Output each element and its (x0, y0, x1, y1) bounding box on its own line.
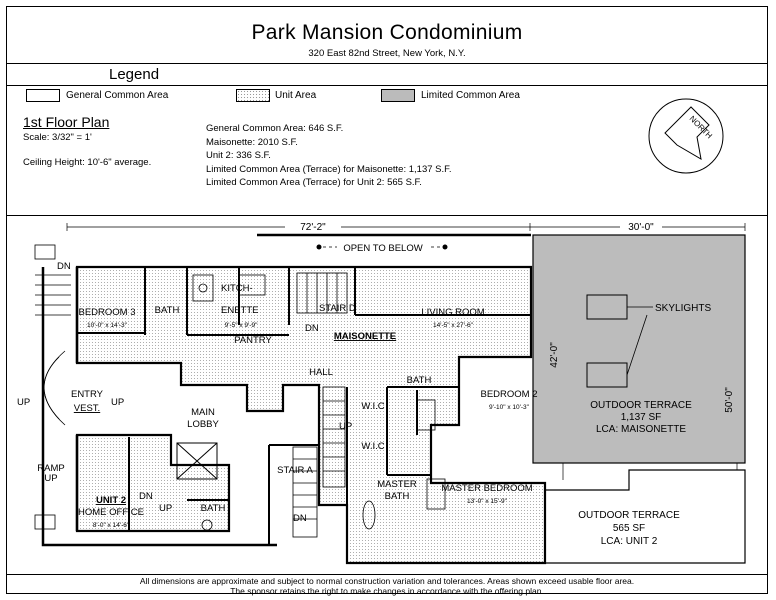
limited-common-label: Limited Common Area (421, 90, 520, 101)
north-arrow-icon (643, 93, 729, 179)
up-mark-unit2: UP (159, 503, 173, 514)
limited-common-swatch (381, 89, 415, 102)
room-kitchenette-dim: 9'-5" x 9'-9" (224, 322, 258, 329)
room-master-bedroom-dim: 13'-0" x 15'-9" (467, 498, 507, 505)
room-living: LIVING ROOM (421, 307, 485, 318)
legend-heading: Legend (109, 66, 160, 83)
room-kitchenette: KITCH- (221, 283, 253, 294)
legend-panel (7, 85, 767, 216)
unit2-label: UNIT 2 (95, 495, 127, 506)
floor-plan-drawing (7, 215, 767, 574)
up-mark-stair-a: UP (339, 421, 353, 432)
dim-42: 42'-0" (549, 342, 560, 368)
room-master-bedroom: MASTER BEDROOM (441, 483, 533, 494)
room-kitchenette-2: ENETTE (221, 305, 259, 316)
terrace-dimension: 30'-0" (628, 222, 654, 233)
room-home-office: HOME OFFICE (78, 507, 144, 518)
footer-disclaimer (7, 574, 767, 597)
room-pantry: PANTRY (234, 335, 272, 346)
terrace1-title: OUTDOOR TERRACE (590, 400, 692, 411)
room-bath2: BATH (406, 375, 432, 386)
room-master-bath-2: BATH (384, 491, 410, 502)
area-lca-unit2: Limited Common Area (Terrace) for Unit 2: 565 S.F. (206, 177, 422, 189)
room-bath1: BATH (154, 305, 180, 316)
area-maisonette: Maisonette: 2010 S.F. (206, 136, 298, 148)
north-label: NORTH (687, 114, 714, 141)
room-bedroom2: BEDROOM 2 (480, 389, 538, 400)
legend-heading-bar (7, 63, 767, 86)
width-dimension: 72'-2" (300, 222, 326, 233)
terrace2-title: OUTDOOR TERRACE (578, 510, 680, 521)
area-summary (206, 122, 452, 190)
entry-steps (35, 245, 71, 529)
room-wic1: W.I.C (361, 401, 385, 412)
area-lca-maisonette: Limited Common Area (Terrace) for Maisonette: 1,137 S.F. (206, 163, 452, 175)
skylights-label: SKYLIGHTS (655, 303, 712, 314)
room-bath3: BATH (200, 503, 226, 514)
room-living-dim: 14'-5" x 27'-6" (433, 322, 473, 329)
terrace2-lca: LCA: UNIT 2 (600, 536, 658, 547)
room-hall: HALL (309, 367, 333, 378)
footer-line-2: The sponsor retains the right to make changes in accordance with the offering plan. (230, 586, 544, 596)
ramp-up-label: UP (44, 473, 58, 484)
dn-mark-stair-d: DN (305, 323, 319, 334)
area-general: General Common Area: 646 S.F. (206, 123, 344, 134)
dn-mark-stair-a: DN (293, 513, 307, 524)
room-lobby: LOBBY (187, 419, 219, 430)
plan-scale: Scale: 3/32" = 1' (23, 132, 92, 143)
room-main: MAIN (191, 407, 215, 418)
dim-50: 50'-0" (724, 387, 735, 413)
up-mark-vest: UP (111, 397, 125, 408)
unit-maisonette-label: MAISONETTE (333, 331, 397, 342)
skylight-1 (587, 295, 627, 319)
up-mark-entry: UP (17, 397, 31, 408)
room-bedroom2-dim: 9'-10" x 10'-3" (489, 404, 529, 411)
room-vest: VEST. (73, 403, 101, 414)
room-bedroom3-dim: 10'-0" x 14'-3" (87, 322, 127, 329)
general-common-swatch (26, 89, 60, 102)
ceiling-height: Ceiling Height: 10'-6" average. (23, 157, 152, 168)
room-master-bath: MASTER (377, 479, 417, 490)
skylight-2 (587, 363, 627, 387)
unit-area-swatch (236, 89, 270, 102)
dn-mark-front: DN (57, 261, 71, 272)
general-common-label: General Common Area (66, 90, 169, 101)
building-address: 320 East 82nd Street, New York, N.Y. (308, 48, 466, 59)
room-entry: ENTRY (70, 389, 104, 400)
plan-title: 1st Floor Plan (23, 114, 110, 130)
room-bedroom3: BEDROOM 3 (78, 307, 136, 318)
room-stair-a: STAIR A (277, 465, 313, 476)
floor-plan-sheet (6, 6, 768, 594)
area-unit2: Unit 2: 336 S.F. (206, 150, 271, 162)
terrace2-area: 565 SF (612, 523, 646, 534)
title-block (7, 7, 767, 64)
room-home-office-dim: 8'-0" x 14'-6" (92, 522, 130, 529)
building-title: Park Mansion Condominium (251, 21, 523, 44)
terrace1-lca: LCA: MAISONETTE (595, 424, 687, 435)
room-stair-d: STAIR D (319, 303, 356, 314)
open-to-below: OPEN TO BELOW (343, 243, 423, 254)
terrace1-area: 1,137 SF (620, 412, 662, 423)
unit-area-label: Unit Area (275, 90, 317, 101)
dn-mark-unit2: DN (139, 491, 153, 502)
room-wic2: W.I.C (361, 441, 385, 452)
floor-plan (7, 215, 767, 574)
footer-line-1: All dimensions are approximate and subject to normal construction variation and tolerances. Areas shown exceed usable floor area. (139, 576, 635, 586)
ramp-label: RAMP (37, 463, 65, 474)
